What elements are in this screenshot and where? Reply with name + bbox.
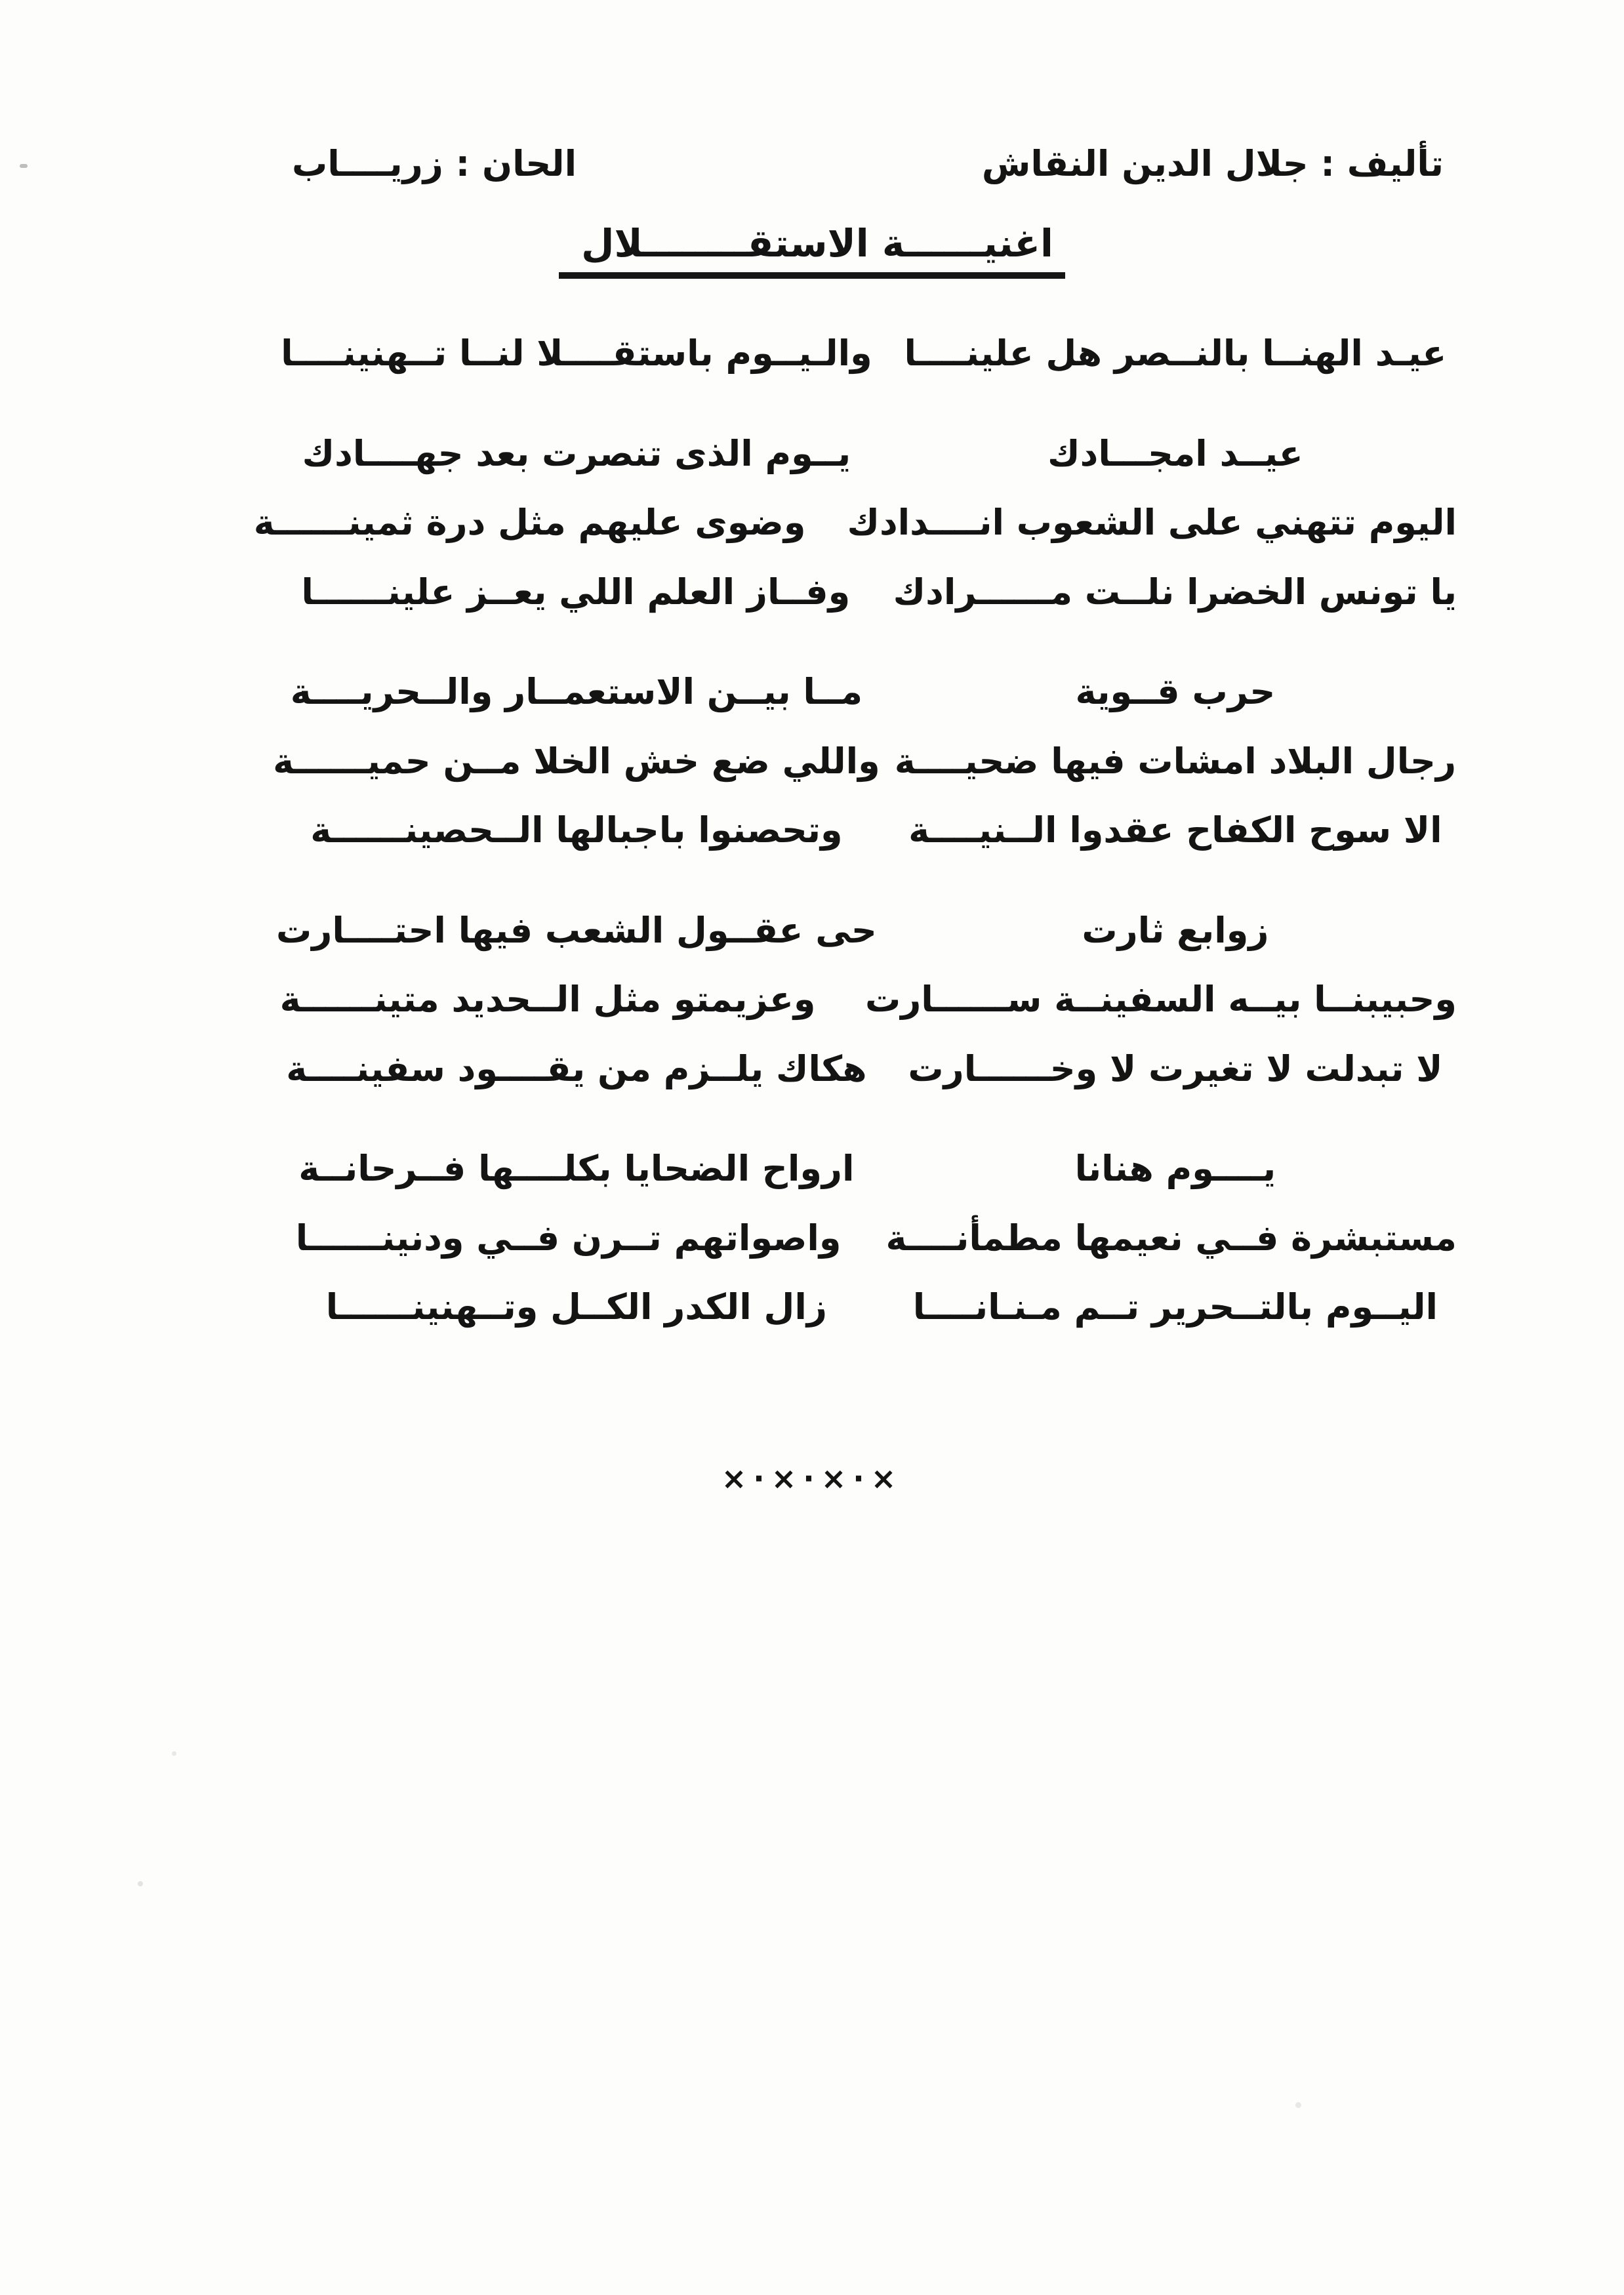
verse-row [259, 977, 1457, 1022]
scan-speck [20, 164, 28, 168]
verse-row [259, 1047, 1457, 1091]
hemistich-left: زال الكدر الكــل وتــهنينــــــا [325, 1286, 827, 1328]
verse-row [259, 670, 1457, 714]
stanza-4 [259, 1147, 1457, 1330]
hemistich-right: رجال البلاد امشات فيها ضحيــــة [894, 740, 1457, 782]
title-row [0, 221, 1624, 279]
verse-row [259, 432, 1457, 476]
song-title: اغنيــــــة الاستقــــــــلال [559, 221, 1065, 279]
composer-credit: الحان : زريــــاب [292, 143, 577, 184]
hemistich-right: اليــوم بالتــحرير تــم مـنـانــــا [912, 1286, 1438, 1328]
stanza-3 [259, 908, 1457, 1091]
hemistich-left: مــا بيــن الاستعمــار والــحريــــة [290, 671, 863, 712]
verse-row [259, 1285, 1457, 1330]
hemistich-right: لا تبدلت لا تغيرت لا وخــــــارت [908, 1047, 1443, 1089]
hemistich-left: واصواتهم تــرن فــي ودنينــــــا [295, 1217, 842, 1259]
verse-row [259, 570, 1457, 615]
stanza-2 [259, 670, 1457, 853]
verse-row [259, 739, 1457, 784]
scan-speck [1295, 2102, 1301, 2108]
hemistich-left: حى عقــول الشعب فيها احتــــارت [276, 909, 877, 951]
author-credit: تأليف : جلال الدين النقاش [981, 143, 1444, 184]
hemistich-right: عيـد الهنــا بالنــصر هل علينــــا [904, 333, 1447, 374]
hemistich-left: وعزيمتو مثل الــحديد متينــــــة [279, 979, 816, 1020]
hemistich-left: وتحصنوا باجبالها الــحصينــــــة [310, 809, 843, 851]
hemistich-left: واللي ضع خش الخلا مــن حميــــــة [273, 740, 880, 782]
scan-speck [138, 1881, 143, 1886]
verse-row [259, 1147, 1457, 1191]
hemistich-right: مستبشرة فــي نعيمها مطمأنــــة [885, 1217, 1457, 1259]
hemistich-left: وضوى عليهم مثل درة ثمينــــــة [253, 502, 806, 543]
hemistich-right: حرب قــوية [1075, 671, 1276, 712]
verse-row [259, 908, 1457, 953]
hemistich-right: اليوم تتهني على الشعوب انــــدادك [847, 502, 1457, 543]
hemistich-right: عيــد امجـــادك [1047, 432, 1303, 474]
hemistich-right: زوابع ثارت [1082, 909, 1269, 951]
verse-row [259, 331, 1457, 376]
hemistich-right: يــــوم هنانا [1074, 1148, 1276, 1189]
stanza-1 [253, 432, 1457, 615]
hemistich-right: الا سوح الكفاح عقدوا الــنيــــة [908, 809, 1442, 851]
verse-row [253, 500, 1457, 545]
hemistich-left: والـيــوم باستقــــلا لنــا تــهنينــــا [281, 333, 872, 374]
credits-header [0, 0, 1624, 184]
hemistich-right: وحبيبنــا بيــه السفينــة ســــــارت [864, 979, 1457, 1020]
verse-row [259, 1216, 1457, 1261]
hemistich-right: يا تونس الخضرا نلــت مــــــرادك [893, 571, 1457, 613]
poem-body [0, 331, 1624, 1330]
hemistich-left: يــوم الذى تنصرت بعد جهــــادك [302, 432, 851, 474]
verse-row [259, 808, 1457, 853]
scan-speck [172, 1751, 176, 1756]
end-divider: ×·×·×·× [721, 1460, 903, 1496]
hemistich-left: وفــاز العلم اللي يعــز علينــــــا [301, 571, 851, 613]
hemistich-left: ارواح الضحايا بكلــــها فــرحانــة [298, 1148, 855, 1189]
hemistich-left: هكاك يلــزم من يقــــود سفينــــة [286, 1047, 867, 1089]
